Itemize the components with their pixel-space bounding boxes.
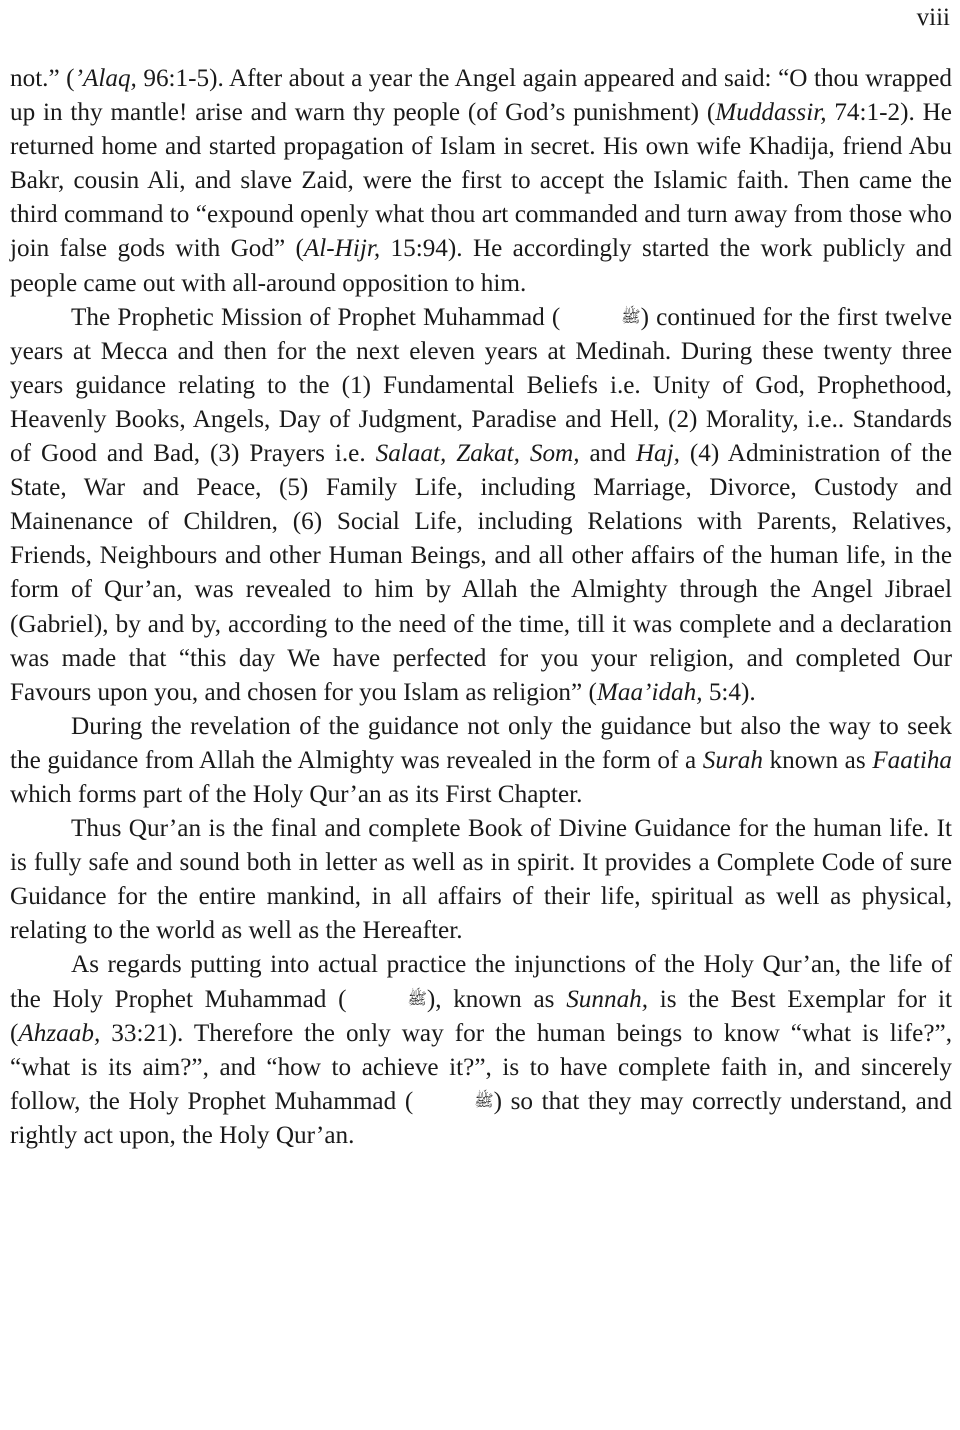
italic-reference: Muddassir, [715,99,827,127]
text-segment: 33:21). Therefore the only way for the human beings to know “what is life?”, “what is its aim?”, and “how to achieve it?”, is to have complete faith in, and sincerely follow, the Holy Prophet Muhammad ( [10,1019,952,1115]
body-text [10,62,952,1153]
honorific-symbol: ﷺ [621,306,641,326]
paragraph [10,62,952,301]
text-segment: which forms part of the Holy Qur’an as its First Chapter. [10,780,583,808]
honorific-symbol: ﷺ [474,1090,494,1110]
italic-reference: ’Alaq, [74,65,137,92]
text-segment: not.” ( [10,65,75,92]
text-segment: During the revelation of the guidance not only the guidance but also the way to seek the guidance from Allah the Almighty was revealed in the form of a [10,712,952,774]
text-segment: is the Best Exemplar for it ( [10,985,952,1047]
text-segment: known as [762,746,873,774]
italic-reference: Faatiha [872,746,953,774]
text-segment: ) continued for the first twelve years at Mecca and then for the next eleven years at Medinah. During these twenty three years guidance relating to the (1) Fundamental Beliefs i.e. Unity of God, Prophethood, Heavenly Books, Angels, Day of Judgment, Paradise and Hell, (2) Morality, i.e.. Standards of Good and Bad, (3) Prayers i.e. [10,303,952,468]
page-number: viii [916,4,950,31]
paragraph [10,301,952,710]
italic-reference: Ahzaab, [18,1019,101,1047]
text-segment: ) so that they may correctly understand, and rightly act upon, the Holy Qur’an. [10,1087,952,1149]
italic-reference: Surah [702,746,763,774]
paragraph [10,812,952,948]
text-segment: and [579,440,636,468]
paragraph [10,710,952,812]
italic-reference: Al-Hijr, [303,235,381,263]
text-segment: The Prophetic Mission of Prophet Muhammad ( [71,303,561,331]
italic-reference: Sunnah, [566,985,649,1013]
paragraph [10,948,952,1153]
italic-reference: Salaat, Zakat, Som, [375,440,580,468]
italic-reference: Haj, [635,440,680,468]
honorific-symbol: ﷺ [407,988,427,1008]
text-segment: As regards putting into actual practice the injunctions of the Holy Qur’an, the life of the Holy Prophet Muhammad ( [10,951,952,1013]
text-segment: (4) Administration of the State, War and Peace, (5) Family Life, including Marriage, Divorce, Custody and Mainenance of Children, (6) Social Life, including Relations with Parents, Relatives, Friends, Neighbours and other Human Beings, and all other affairs of the human life, in the form of Qur’an, was revealed to him by Allah the Almighty through the Angel Jibrael (Gabriel), by and by, according to the need of the time, till it was complete and a declaration was made that “this day We have perfected for you your religion, and completed Our Favours upon you, and chosen for you Islam as religion” ( [10,440,952,706]
italic-reference: Maa’idah, [596,678,703,706]
text-segment: 96:1-5). After about a year the Angel again appeared and said: “O thou wrapped up in thy mantle! arise and warn thy people (of God’s punishment) ( [10,65,952,127]
text-segment: 15:94). He accordingly started the work publicly and people came out with all-around opposition to him. [10,235,953,297]
text-segment: 5:4). [702,678,756,706]
text-segment: ), known as [426,985,567,1013]
text-segment: Thus Qur’an is the final and complete Book of Divine Guidance for the human life. It is fully safe and sound both in letter as well as in spirit. It provides a Complete Code of sure Guidance for the entire mankind, in all affairs of their life, spiritual as well as physical, relating to the world as well as the Hereafter. [10,815,952,945]
text-segment: 74:1-2). He returned home and started propagation of Islam in secret. His own wife Khadija, friend Abu Bakr, cousin Ali, and slave Zaid, were the first to accept the Islamic faith. Then came the third command to “expound openly what thou art commanded and turn away from those who join false gods with God” ( [10,99,952,263]
